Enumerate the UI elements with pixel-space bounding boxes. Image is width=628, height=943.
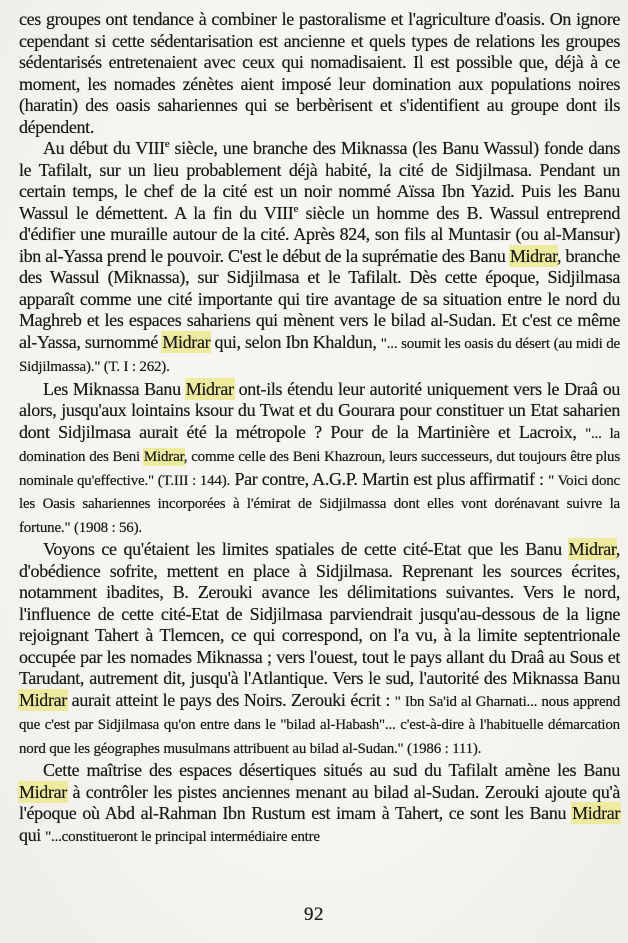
text-segment: " Voici donc les Oasis sahariennes incorporées à l'émirat de Sidjilmassa dont elles vont dorénavant suivre la fortune." (1908 : 56). <box>19 472 621 536</box>
text-segment: aurait atteint le pays des Noirs. Zerouki écrit : <box>66 689 395 710</box>
highlight-midrar: Midrar <box>185 378 234 399</box>
paragraph <box>19 138 620 379</box>
text-segment: "... la domination des Beni <box>19 425 620 465</box>
text-block <box>19 9 620 848</box>
text-segment: e <box>164 138 170 150</box>
text-segment: Par contre, A.G.P. Martin est plus affirmatif : <box>230 468 549 489</box>
highlight-midrar: Midrar <box>509 245 558 266</box>
text-segment: qui <box>19 824 46 845</box>
text-segment: Voyons ce qu'étaient les limites spatiales de cette cité-Etat que les Banu <box>43 539 569 559</box>
highlight-midrar: Midrar <box>19 689 67 710</box>
text-segment: , branche des Wassul (Miknassa), sur Sidjilmasa et le Tafilalt. Dès cette époque, Sidjilmasa apparaît comme une cité importante qui tire avantage de sa situation entre le nord du Maghreb et les espaces sahariens qui mènent vers le bilad al-Sudan. Et c'est ce même al-Yassa, surnommé <box>19 245 620 352</box>
text-segment: qui, selon Ibn Khaldun, <box>210 331 381 352</box>
text-segment: e <box>293 202 298 215</box>
highlight-midrar: Midrar <box>19 781 67 802</box>
text-segment: Les Miknassa Banu <box>43 378 186 399</box>
text-segment: ont-ils étendu leur autorité uniquement vers le Draâ ou alors, jusqu'aux lointains ksour du Twat et du Gourara pour constituer un Etat saharien dont Sidjilmasa aurait été la métropole ? Pour de la Martinière et Lacroix, <box>19 378 620 442</box>
text-segment: ces groupes ont tendance à combiner le pastoralisme et l'agriculture d'oasis. On ignore cependant si cette sédentarisation est ancienne et quels types de relations les groupes sédentarisés entretenaient avec ceux qui nomadisaient. Il est possible que, déjà à ce moment, les nomades zénètes aient imposé leur domination aux populations noires (haratin) des oasis sahariennes qui se berbèrisent et s'identifient au groupe dont ils dépendent. <box>19 9 620 137</box>
paragraph <box>19 379 620 540</box>
highlight-midrar: Midrar <box>143 449 184 465</box>
text-segment: Cette maîtrise des espaces désertiques situés au sud du Tafilalt amène les Banu <box>43 760 620 780</box>
text-segment: Au début du VIII <box>43 138 165 158</box>
highlight-midrar: Midrar <box>162 331 211 352</box>
text-segment: "... soumit les oasis du désert (au midi de Sidjilmassa)." (T. I : 262). <box>19 335 621 375</box>
paragraph <box>19 539 620 760</box>
text-segment: "...constitueront le principal intermédiaire entre <box>45 828 320 845</box>
text-segment: " Ibn Sa'id al Gharnati... nous apprend que c'est par Sidjilmasa qu'on entre dans le "bilad al-Habash"... c'est-à-dire à l'habituelle démarcation nord que les géographes musulmans attribuent au bilad al-Sudan." (1986 : 111). <box>19 693 621 757</box>
text-segment: , comme celle des Beni Khazroun, leurs successeurs, dut toujours être plus nominale qu'effective." (T.III : 144). <box>19 449 620 489</box>
text-segment: siècle un homme des B. Wassul entreprend d'édifier une muraille autour de la cité. Après 824, son fils al Muntasir (ou al-Mansur) ibn al-Yassa prend le pouvoir. C'est le début de la suprématie des Banu <box>19 202 620 266</box>
text-segment: siècle, une branche des Miknassa (les Banu Wassul) fonde dans le Tafilalt, sur un lieu probablement déjà habité, la cité de Sidjilmasa. Pendant un certain temps, le chef de la cité est un noir nommé Aïssa Ibn Yazid. Puis les Banu Wassul le démettent. A la fin du VIII <box>19 138 620 223</box>
highlight-midrar: Midrar <box>572 803 620 823</box>
text-segment: , d'obédience sofrite, mettent en place à Sidjilmasa. Reprenant les sources écrites, notamment ibadites, B. Zerouki avance les délimitations suivantes. Vers le nord, l'influence de cette cité-Etat de Sidjilmasa parviendrait jusqu'au-dessous de la ligne rejoignant Tahert à Tlemcen, ce qui correspond, on l'a vu, à la limite septentrionale occupée par les nomades Miknassa ; vers l'ouest, tout le pays allant du Draâ au Sous et Tarudant, autrement dit, jusqu'à l'Atlantique. Vers le sud, l'autorité des Miknassa Banu <box>19 539 620 688</box>
paragraph <box>19 9 620 138</box>
highlight-midrar: Midrar <box>568 539 616 559</box>
paragraph <box>19 760 620 848</box>
text-segment: à contrôler les pistes anciennes menant au bilad al-Sudan. Zerouki ajoute qu'à l'époque où Abd al-Rahman Ibn Rustum est imam à Tahert, ce sont les Banu <box>19 781 620 823</box>
page-number: 92 <box>304 904 324 925</box>
